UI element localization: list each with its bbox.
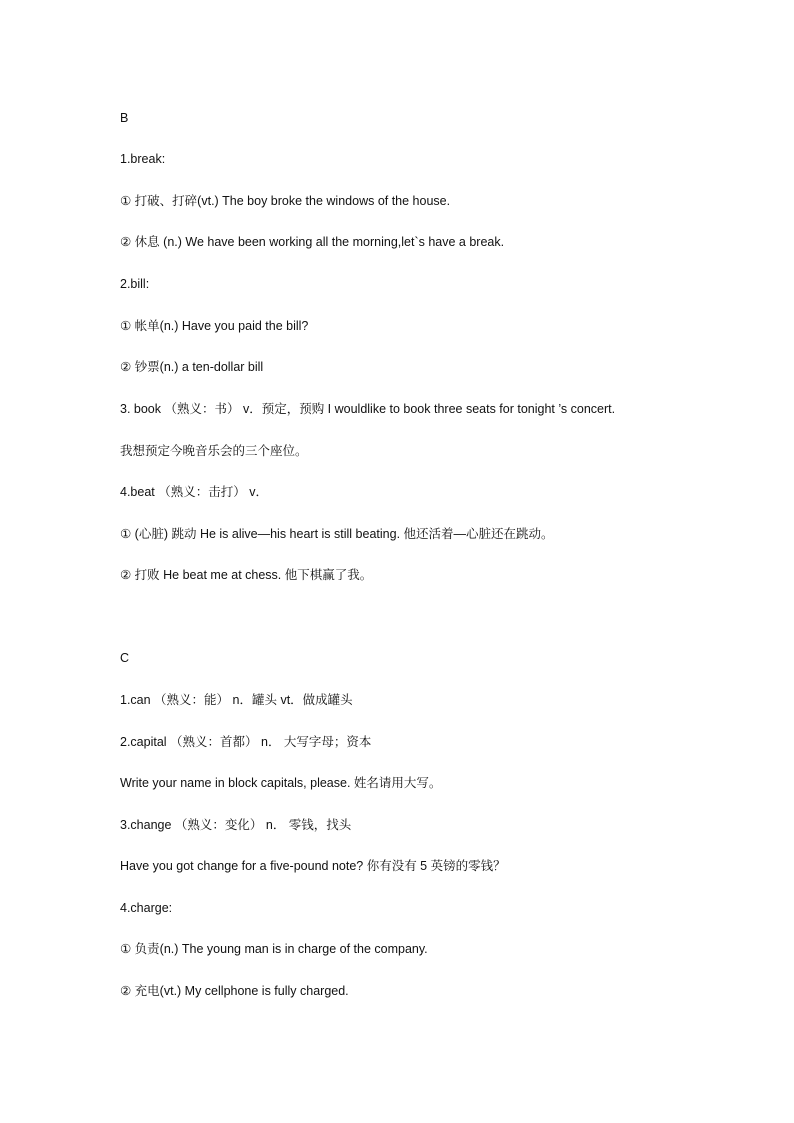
entry-heading-break: 1.break: bbox=[120, 152, 166, 166]
entry-sense-line: ① 打破、打碎(vt.) The boy broke the windows of the house. bbox=[120, 194, 451, 208]
entry-sense-line: ① (心脏) 跳动 He is alive—his heart is still beating. 他还活着—心脏还在跳动。 bbox=[120, 527, 554, 541]
entry-heading-can: 1.can （熟义：能） n．罐头 vt．做成罐头 bbox=[120, 693, 353, 707]
entry-heading-book: 3. book （熟义：书） v．预定，预购 I wouldlike to book three seats for tonight ’s concert. bbox=[120, 402, 616, 416]
example-line: Write your name in block capitals, please. 姓名请用大写。 bbox=[120, 776, 442, 790]
translation-line: 我想预定今晚音乐会的三个座位。 bbox=[120, 444, 308, 458]
entry-sense-line: ① 帐单(n.) Have you paid the bill? bbox=[120, 319, 309, 333]
section-heading-c: C bbox=[120, 651, 130, 665]
entry-heading-beat: 4.beat （熟义：击打） v． bbox=[120, 485, 268, 499]
entry-sense-line: ② 钞票(n.) a ten-dollar bill bbox=[120, 360, 264, 374]
entry-sense-line: ② 休息 (n.) We have been working all the morning,let`s have a break. bbox=[120, 235, 505, 249]
section-heading-b: B bbox=[120, 111, 129, 125]
entry-heading-capital: 2.capital （熟义：首都） n． 大写字母；资本 bbox=[120, 735, 372, 749]
entry-heading-bill: 2.bill: bbox=[120, 277, 150, 291]
entry-sense-line: ② 打败 He beat me at chess. 他下棋赢了我。 bbox=[120, 568, 373, 582]
entry-sense-line: ② 充电(vt.) My cellphone is fully charged. bbox=[120, 984, 349, 998]
entry-sense-line: ① 负责(n.) The young man is in charge of the company. bbox=[120, 942, 428, 956]
example-line: Have you got change for a five-pound note? 你有没有 5 英镑的零钱？ bbox=[120, 859, 506, 873]
entry-heading-charge: 4.charge: bbox=[120, 901, 173, 915]
entry-heading-change: 3.change （熟义：变化） n． 零钱，找头 bbox=[120, 818, 352, 832]
